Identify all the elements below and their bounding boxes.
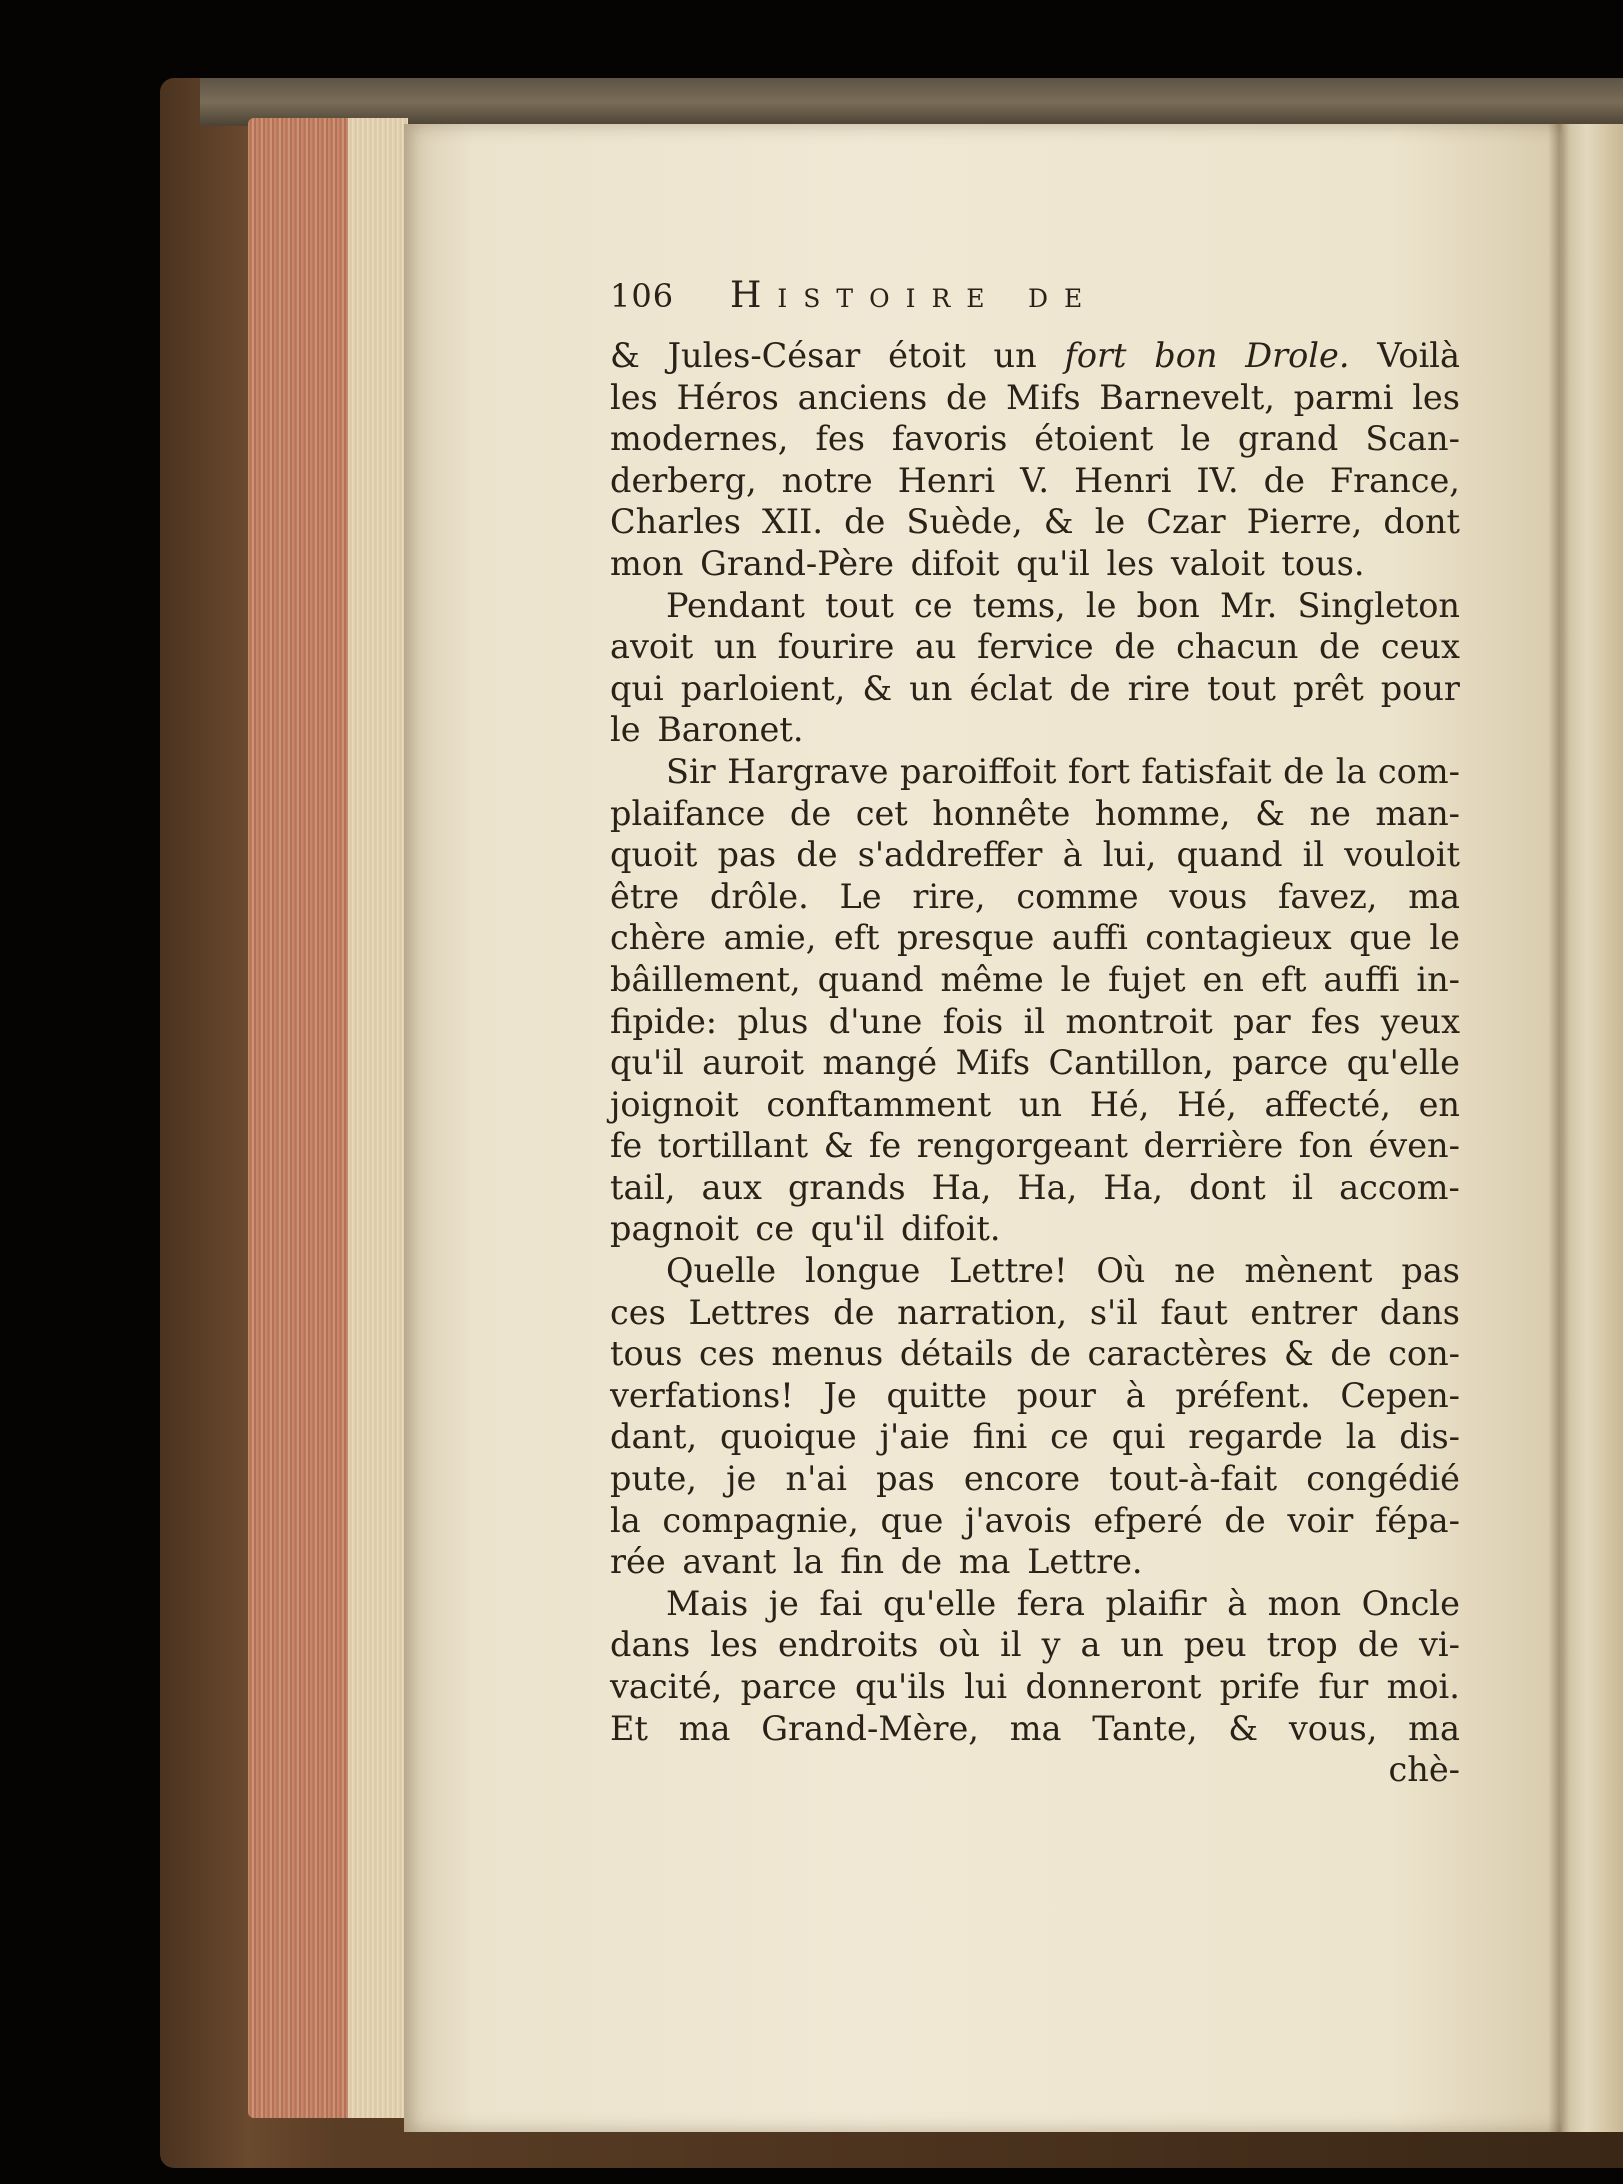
text-line: fe tortillant & fe rengorgeant derrière fon éven- <box>610 1126 1460 1166</box>
running-title: Histoire de <box>730 275 1099 316</box>
text-line: chère amie, eft presque auffi contagieux que le <box>610 918 1460 958</box>
text-line: Charles XII. de Suède, & le Czar Pierre, dont <box>610 502 1460 542</box>
text-line: Mais je fai qu'elle fera plaifir à mon Oncle <box>666 1583 1460 1623</box>
right-page-edge <box>1562 124 1623 2132</box>
text-line: ces Lettres de narration, s'il faut entrer dans <box>610 1292 1460 1332</box>
text-line: & Jules-César étoit un fort bon Drole. Voilà <box>610 336 1460 375</box>
text-line: qui parloient, & un éclat de rire tout prêt pour <box>610 668 1460 708</box>
text-line: les Héros anciens de Mifs Barnevelt, parmi les <box>610 377 1460 417</box>
running-head <box>610 275 1460 335</box>
text-line: pute, je n'ai pas encore tout-à-fait congédié <box>610 1459 1460 1499</box>
text-line: qu'il auroit mangé Mifs Cantillon, parce qu'elle <box>610 1043 1460 1083</box>
text-line: tous ces menus détails de caractères & de con- <box>610 1334 1460 1374</box>
cover-top-edge <box>200 78 1623 126</box>
text-line: quoit pas de s'addreffer à lui, quand il vouloit <box>610 835 1460 875</box>
text-line: bâillement, quand même le fujet en eft auffi in- <box>610 959 1460 999</box>
text-line: chè- <box>1388 1750 1460 1790</box>
text-line: être drôle. Le rire, comme vous favez, ma <box>610 876 1460 916</box>
text-line: fipide: plus d'une fois il montroit par fes yeux <box>610 1001 1460 1041</box>
text-line: mon Grand-Père difoit qu'il les valoit tous. <box>610 543 1365 583</box>
text-line: tail, aux grands Ha, Ha, Ha, dont il accom- <box>610 1167 1460 1207</box>
text-line: verfations! Je quitte pour à préfent. Cepen- <box>610 1375 1460 1415</box>
text-line: la compagnie, que j'avois efperé de voir fépa- <box>610 1500 1460 1540</box>
text-line: vacité, parce qu'ils lui donneront prife fur moi. <box>610 1667 1460 1706</box>
text-line: rée avant la fin de ma Lettre. <box>610 1542 1143 1582</box>
body-text <box>610 335 1460 1791</box>
page-number: 106 <box>610 277 675 315</box>
text-line: dant, quoique j'aie fini ce qui regarde la dis- <box>610 1417 1460 1457</box>
text-line: modernes, fes favoris étoient le grand Scan- <box>610 419 1460 459</box>
text-line: le Baronet. <box>610 710 804 750</box>
text-line: Pendant tout ce tems, le bon Mr. Singleton <box>666 585 1460 625</box>
text-line: Et ma Grand-Mère, ma Tante, & vous, ma <box>610 1708 1460 1748</box>
text-line: Quelle longue Lettre! Où ne mènent pas <box>666 1251 1460 1291</box>
text-line: plaifance de cet honnête homme, & ne man- <box>610 793 1460 833</box>
text-line: joignoit conftamment un Hé, Hé, affecté, en <box>610 1084 1460 1124</box>
text-line: pagnoit ce qu'il difoit. <box>610 1209 1001 1249</box>
text-line: avoit un fourire au fervice de chacun de ceux <box>610 627 1460 667</box>
text-line: dans les endroits où il y a un peu trop de vi- <box>610 1625 1460 1665</box>
gutter-shadow <box>1548 124 1570 2132</box>
text-line: derberg, notre Henri V. Henri IV. de France, <box>610 460 1460 500</box>
text-line: Sir Hargrave paroiffoit fort fatisfait de la com- <box>666 751 1460 791</box>
page-edges <box>248 118 408 2118</box>
text-block <box>610 275 1460 1791</box>
